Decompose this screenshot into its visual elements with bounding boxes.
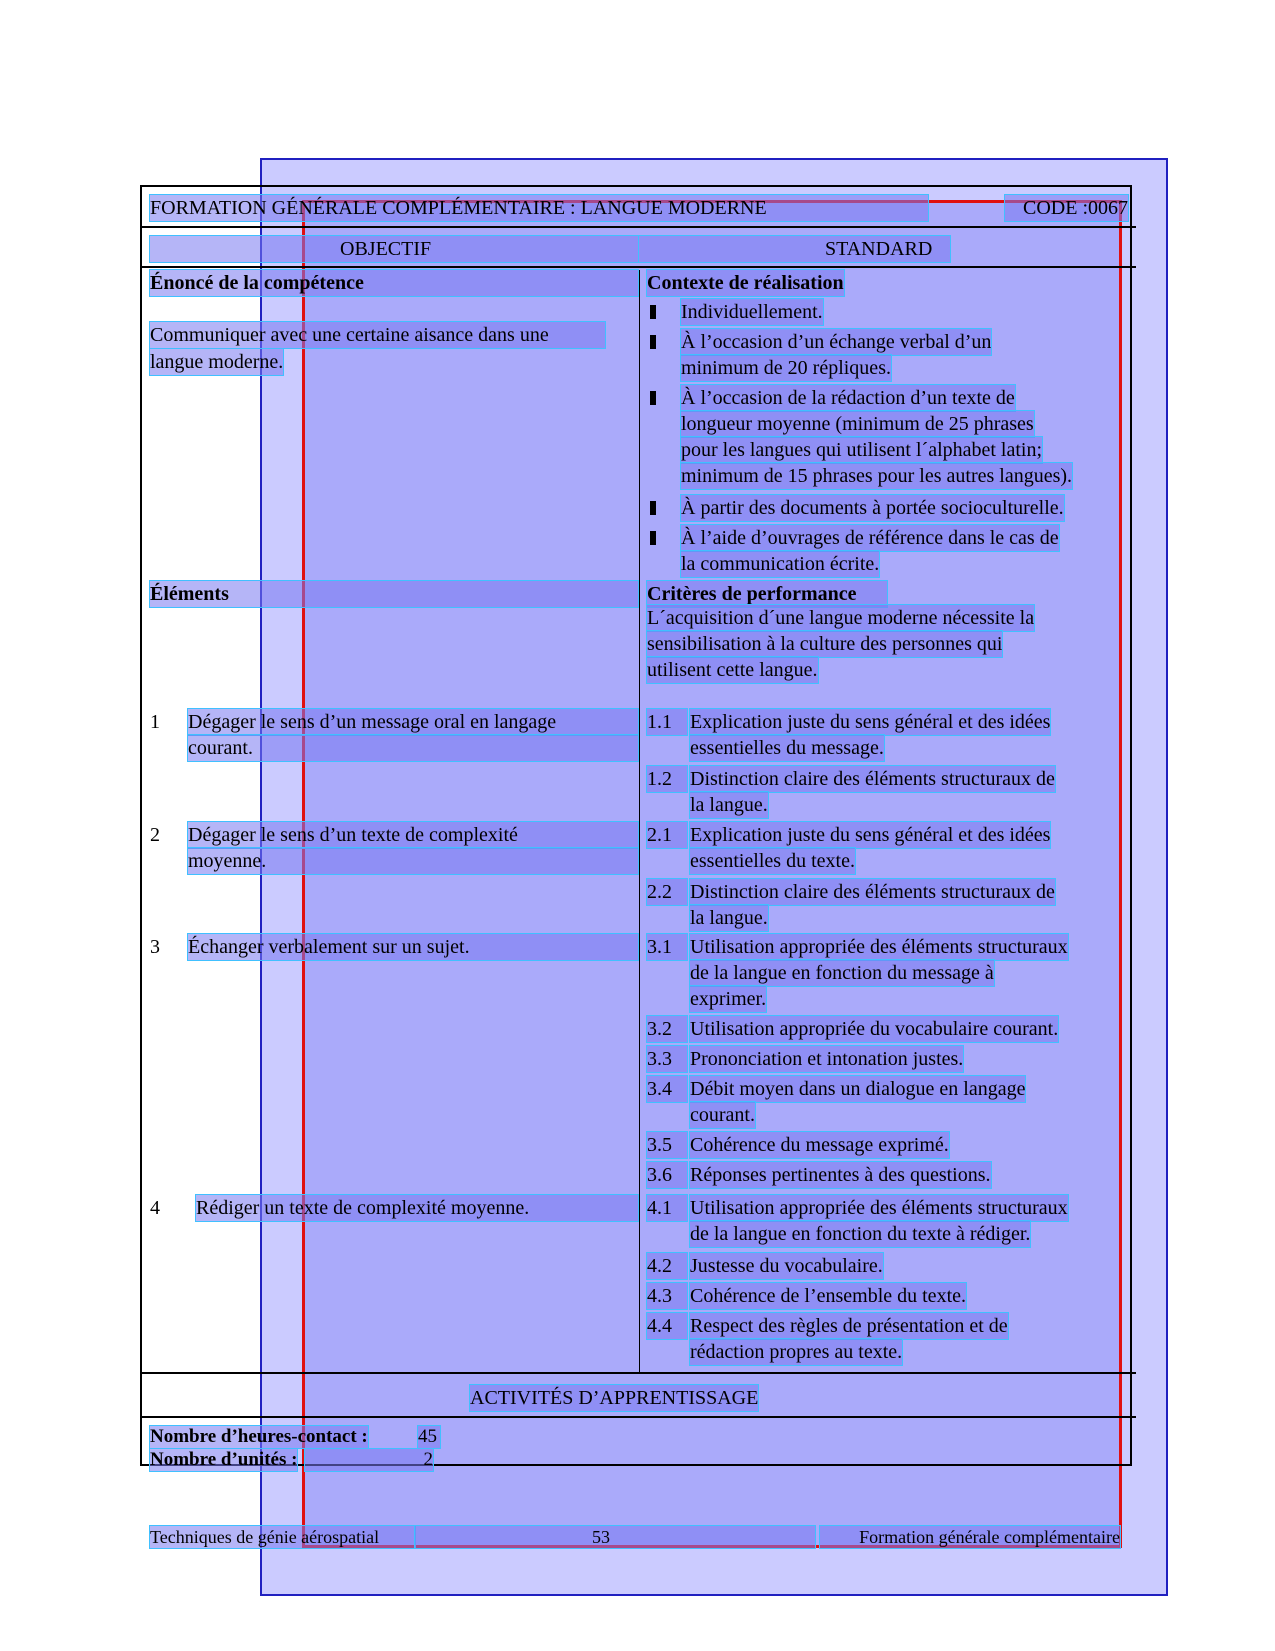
context-item-line: Individuellement. [681, 301, 823, 323]
column-heading-objective: OBJECTIF [150, 236, 638, 262]
divider-header [140, 226, 1136, 228]
bullet-icon [650, 305, 656, 319]
hours-value: 45 [418, 1426, 440, 1448]
criterion-number: 4.1 [647, 1195, 687, 1221]
criterion-number: 3.3 [647, 1046, 687, 1072]
criterion-number: 4.3 [647, 1283, 687, 1309]
criterion-number: 2.2 [647, 879, 687, 905]
element-number: 4 [150, 1197, 160, 1219]
column-heading-standard: STANDARD [639, 236, 950, 262]
context-item-line: À l’occasion de la rédaction d’un texte de [681, 387, 1015, 409]
criterion-number: 3.1 [647, 934, 687, 960]
footer-page-number: 53 [415, 1526, 815, 1548]
element-line: Échanger verbalement sur un sujet. [188, 934, 638, 960]
units-value: 2 [305, 1449, 433, 1471]
context-item-line: À partir des documents à portée socioculturelle. [681, 497, 1064, 519]
context-item-line: la communication écrite. [681, 553, 880, 575]
criterion-line: rédaction propres au texte. [690, 1341, 903, 1363]
bullet-icon [650, 391, 656, 405]
criterion-line: Distinction claire des éléments structuraux de [690, 768, 1055, 790]
context-item-line: pour les langues qui utilisent l´alphabet latin; [681, 439, 1043, 461]
element-line: courant. [188, 735, 638, 761]
element-line: Rédiger un texte de complexité moyenne. [196, 1195, 638, 1221]
criterion-line: Justesse du vocabulaire. [690, 1255, 883, 1277]
footer-program: Techniques de génie aérospatial [150, 1526, 415, 1548]
criterion-line: Respect des règles de présentation et de [690, 1315, 1008, 1337]
activities-heading: ACTIVITÉS D’APPRENTISSAGE [470, 1387, 759, 1409]
criterion-line: Utilisation appropriée du vocabulaire courant. [690, 1018, 1059, 1040]
criterion-line: Distinction claire des éléments structuraux de [690, 881, 1055, 903]
criterion-line: Réponses pertinentes à des questions. [690, 1164, 991, 1186]
bullet-icon [650, 335, 656, 349]
criterion-line: Explication juste du sens général et des idées [690, 824, 1051, 846]
context-heading: Contexte de réalisation [647, 272, 844, 294]
criterion-line: Prononciation et intonation justes. [690, 1048, 964, 1070]
criterion-number: 2.1 [647, 822, 687, 848]
criterion-line: Utilisation appropriée des éléments structuraux [690, 1197, 1068, 1219]
divider-columns [140, 266, 1136, 268]
hours-label: Nombre d’heures-contact : [150, 1426, 368, 1447]
elements-heading: Éléments [150, 581, 638, 607]
criterion-number: 4.4 [647, 1313, 687, 1339]
criterion-number: 4.2 [647, 1253, 687, 1279]
criterion-line: de la langue en fonction du message à [690, 962, 994, 984]
element-number: 3 [150, 936, 160, 958]
document-title: FORMATION GÉNÉRALE COMPLÉMENTAIRE : LANGUE MODERNE [150, 195, 928, 221]
criterion-line: courant. [690, 1104, 755, 1126]
criterion-line: essentielles du message. [690, 737, 884, 759]
criterion-number: 3.2 [647, 1016, 687, 1042]
element-line: moyenne. [188, 848, 638, 874]
bullet-icon [650, 501, 656, 515]
competence-statement-line-2: langue moderne. [150, 351, 284, 373]
footer-section: Formation générale complémentaire [820, 1526, 1120, 1548]
criterion-line: de la langue en fonction du texte à rédiger. [690, 1223, 1031, 1245]
criterion-line: Cohérence de l’ensemble du texte. [690, 1285, 966, 1307]
criterion-number: 1.2 [647, 766, 687, 792]
criterion-line: la langue. [690, 794, 768, 816]
context-item-line: longueur moyenne (minimum de 25 phrases [681, 413, 1034, 435]
element-line: Dégager le sens d’un message oral en langage [188, 709, 638, 735]
criterion-line: exprimer. [690, 988, 767, 1010]
criterion-line: la langue. [690, 907, 768, 929]
criterion-line: Explication juste du sens général et des idées [690, 711, 1051, 733]
units-label: Nombre d’unités : [150, 1449, 298, 1470]
context-item-line: minimum de 20 répliques. [681, 357, 891, 379]
criteria-intro-line: sensibilisation à la culture des personnes qui [647, 633, 1003, 655]
criterion-line: essentielles du texte. [690, 850, 855, 872]
context-item-line: minimum de 15 phrases pour les autres langues). [681, 465, 1073, 487]
criterion-line: Débit moyen dans un dialogue en langage [690, 1078, 1026, 1100]
criteria-intro-line: L´acquisition d´une langue moderne nécessite la [647, 607, 1035, 629]
element-line: Dégager le sens d’un texte de complexité [188, 822, 638, 848]
document-code: CODE :0067 [1005, 195, 1128, 221]
competence-heading: Énoncé de la compétence [150, 270, 638, 296]
criterion-number: 1.1 [647, 709, 687, 735]
context-item-line: À l’aide d’ouvrages de référence dans le cas de [681, 527, 1059, 549]
criterion-number: 3.5 [647, 1132, 687, 1158]
bullet-icon [650, 531, 656, 545]
context-item-line: À l’occasion d’un échange verbal d’un [681, 331, 992, 353]
competence-statement-line-1: Communiquer avec une certaine aisance dans une [150, 322, 605, 348]
element-number: 2 [150, 824, 160, 846]
criteria-heading: Critères de performance [647, 581, 887, 607]
criterion-number: 3.6 [647, 1162, 687, 1188]
criterion-number: 3.4 [647, 1076, 687, 1102]
criterion-line: Cohérence du message exprimé. [690, 1134, 949, 1156]
element-number: 1 [150, 711, 160, 733]
divider-activities-bottom [140, 1416, 1136, 1418]
criteria-intro-line: utilisent cette langue. [647, 659, 818, 681]
criterion-line: Utilisation appropriée des éléments structuraux [690, 936, 1068, 958]
divider-activities-top [140, 1372, 1136, 1374]
column-divider [639, 270, 640, 1373]
